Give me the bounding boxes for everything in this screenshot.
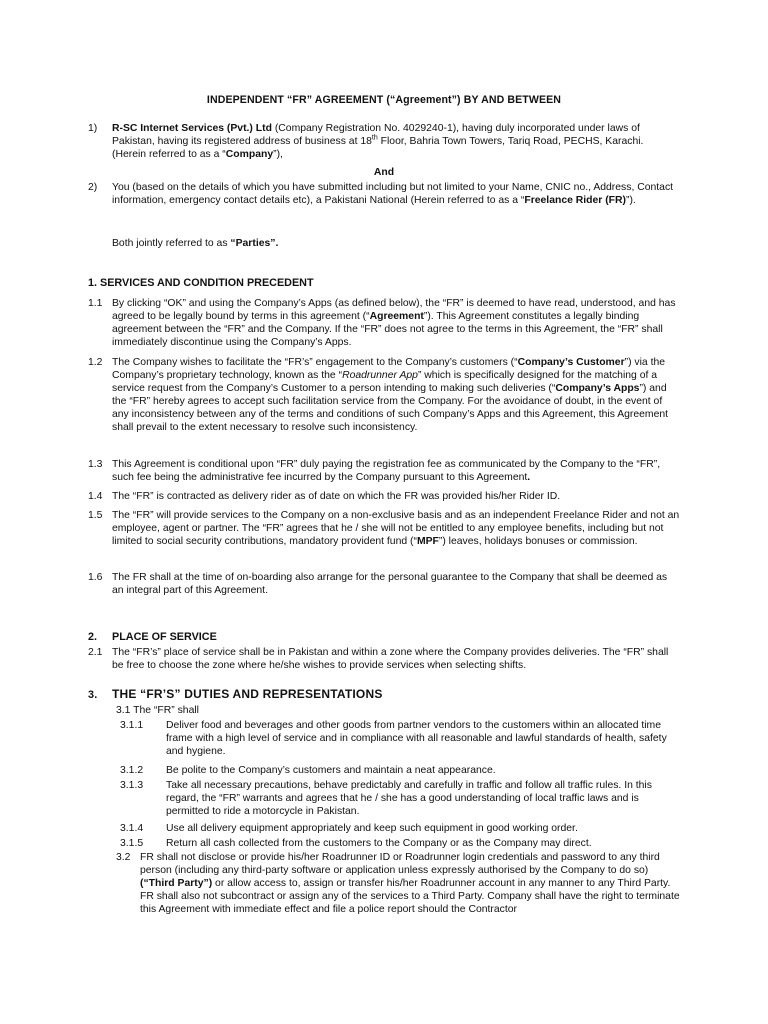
party-1-number: 1) xyxy=(88,123,98,134)
clause-3-1-4: 3.1.4 Use all delivery equipment appropriately and keep such equipment in good working order. xyxy=(120,823,578,834)
clause-1-5: 1.5 The “FR” will provide services to the Company on a non-exclusive basis and as an independent Freelance Rider and not an employee, agent or partner. The “FR” agrees that he / she will not be entitled to any employee benefits, including but not limited to social security contributions, mandatory provident fund (“MPF”) leaves, holidays bonuses or commission. xyxy=(88,510,680,547)
clause-3-1-1: 3.1.1 Deliver food and beverages and other goods from partner vendors to the customers within an allocated time frame with a high level of service and in compliance with all reasonable and lawful standards of health, safety and hygiene. xyxy=(120,720,667,757)
clause-3-1-2: 3.1.2 Be polite to the Company’s customers and maintain a neat appearance. xyxy=(120,765,496,776)
clause-1-1: 1.1 By clicking “OK” and using the Company’s Apps (as defined below), the “FR” is deemed to have read, understood, and has agreed to be legally bound by terms in this agreement (“Agreement”). This Agreement constitutes a legally binding agreement between the “FR” and the Company. If the “FR” does not agree to the terms in this Agreement, the “FR” shall immediately discontinue using the Company’s Apps. xyxy=(88,298,676,348)
clause-1-2: 1.2 The Company wishes to facilitate the “FR’s” engagement to the Company’s customers (“Company’s Customer”) via the Company’s proprietary technology, known as the “Roadrunner App” which is specifically designed for the matching of a service request from the Company’s Customer to a person intending to making such deliveries (“Company’s Apps”) and the “FR” hereby agrees to accept such facilitation service from the Company. For the avoidance of doubt, in the event of any inconsistency between any of the terms and conditions of such Company’s Apps and this Agreement, this Agreement shall prevail to the extent necessary to resolve such inconsistency. xyxy=(88,357,669,433)
clause-3-1-5: 3.1.5 Return all cash collected from the customers to the Company or as the Company may direct. xyxy=(120,838,592,849)
section-3-heading: 3. THE “FR’S” DUTIES AND REPRESENTATIONS xyxy=(88,687,383,701)
party-2-number: 2) xyxy=(88,182,98,193)
party-1-name: R-SC Internet Services (Pvt.) Ltd xyxy=(112,123,272,134)
clause-1-4: 1.4 The “FR” is contracted as delivery rider as of date on which the FR was provided his/her Rider ID. xyxy=(88,491,561,502)
party-2 xyxy=(88,181,680,207)
clause-3-1-3: 3.1.3 Take all necessary precautions, behave predictably and carefully in traffic and follow all traffic rules. In this regard, the “FR” warrants and agrees that he / she has a good understanding of local traffic laws and is permitted to ride a motorcycle in Pakistan. xyxy=(120,780,652,817)
section-1-heading: 1. SERVICES AND CONDITION PRECEDENT xyxy=(88,277,314,289)
clause-1-3: 1.3 This Agreement is conditional upon “FR” duly paying the registration fee as communicated by the Company to the “FR”, such fee being the administrative fee incurred by the Company pursuant to this Agreement. xyxy=(88,459,661,483)
clause-2-1: 2.1 The “FR’s” place of service shall be in Pakistan and within a zone where the Company provides deliveries. The “FR” shall be free to choose the zone where he/she wishes to provide services when selecting shifts. xyxy=(88,647,669,671)
clause-3-2: 3.2 FR shall not disclose or provide his/her Roadrunner ID or Roadrunner login credentials and password to any third person (including any third-party software or application unless expressly authorised by the Company to do so) (“Third Party”) or allow access to, assign or transfer his/her Roadrunner account in any manner to any Third Party. FR shall also not subcontract or assign any of the services to a Third Party. Company shall have the right to terminate this Agreement with immediate effect and file a police report should the Contractor xyxy=(116,852,680,915)
party-1 xyxy=(88,122,680,161)
and-separator: And xyxy=(373,167,395,178)
document-title: INDEPENDENT “FR” AGREEMENT (“Agreement”) BY AND BETWEEN xyxy=(206,94,562,106)
section-2-heading: 2. PLACE OF SERVICE xyxy=(88,631,217,643)
clause-1-6: 1.6 The FR shall at the time of on-boarding also arrange for the personal guarantee to the Company that shall be deemed as an integral part of this Agreement. xyxy=(88,572,668,596)
party-2-text: You (based on the details of which you have submitted including but not limited to your Name, CNIC no., Address, Contact information, emergency contact details etc), a Pakistani National (Herein referred to as a “Freelance Rider (FR)”). xyxy=(112,182,674,206)
party-1-text: R-SC Internet Services (Pvt.) Ltd (Company Registration No. 4029240-1), having duly incorporated under laws of Pakistan, having its registered address of business at 18th Floor, Bahria Town Towers, Tariq Road, PECHS, Karachi. (Herein referred to as a “Company”), xyxy=(112,123,644,160)
parties-jointly: Both jointly referred to as “Parties”. xyxy=(112,238,279,249)
clause-3-1: 3.1 The “FR” shall xyxy=(116,705,199,716)
